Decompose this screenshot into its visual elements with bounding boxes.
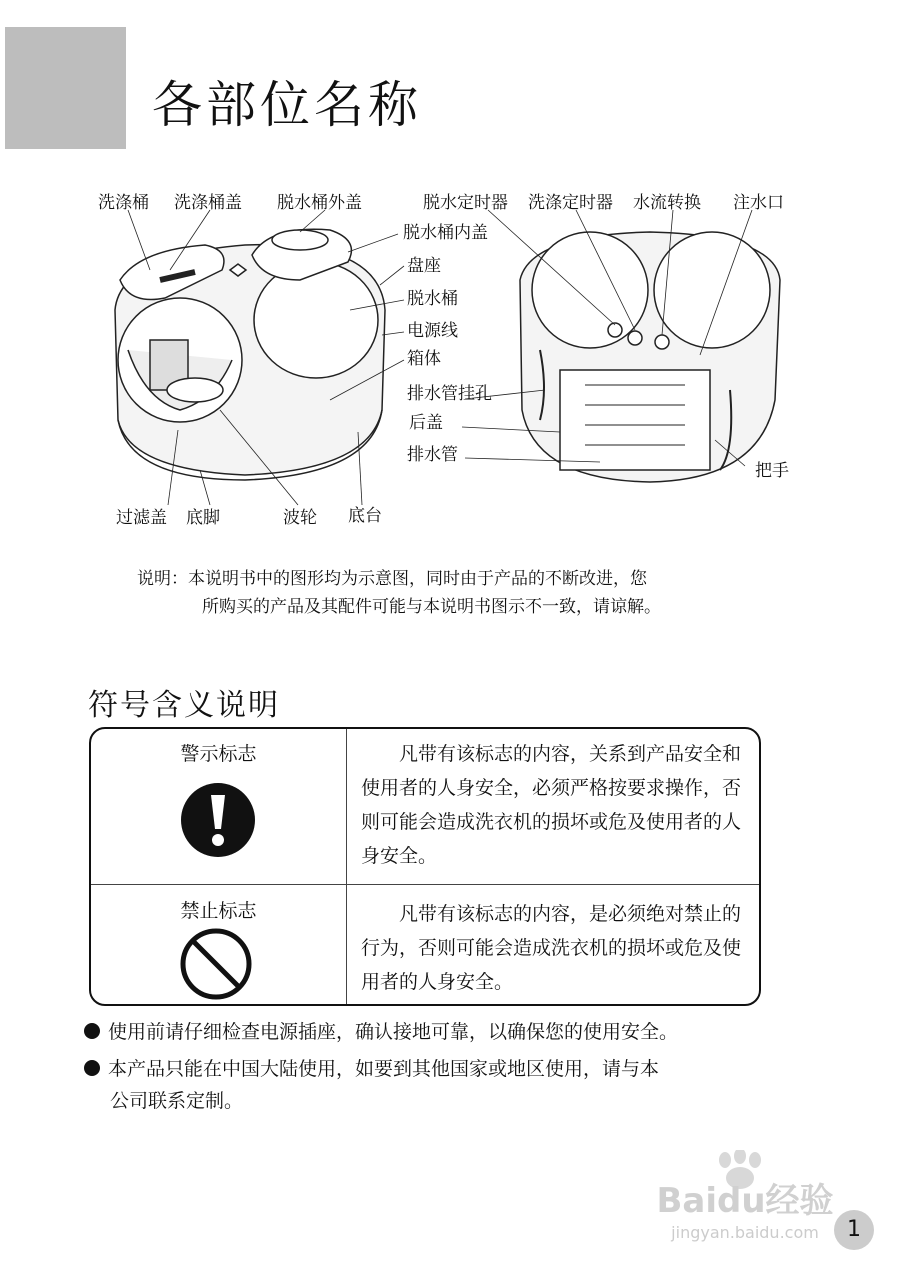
bullet-dot-icon (84, 1060, 100, 1076)
label-drain-hose: 排水管 (407, 445, 458, 465)
label-spin-timer: 脱水定时器 (423, 193, 508, 213)
row-divider (91, 884, 759, 885)
label-spin-inner-lid: 脱水桶内盖 (403, 223, 488, 243)
prohibition-icon (179, 927, 253, 1001)
bullet-item (84, 1016, 678, 1048)
label-spin-tub: 脱水桶 (407, 289, 458, 309)
prohibition-symbol-description: 凡带有该标志的内容，是必须绝对禁止的行为，否则可能会造成洗衣机的损坏或危及使用者的人身安全。 (361, 903, 742, 993)
column-divider (346, 729, 347, 1004)
note-text-2: 所购买的产品及其配件可能与本说明书图示不一致，请谅解。 (202, 597, 661, 617)
label-drain-hook: 排水管挂孔 (407, 384, 492, 404)
label-cabinet: 箱体 (407, 349, 441, 369)
label-wash-timer: 洗涤定时器 (528, 193, 613, 213)
page-title: 各部位名称 (152, 76, 422, 134)
warning-symbol-name: 警示标志 (180, 743, 257, 765)
bullet-item (84, 1053, 659, 1117)
label-water-inlet: 注水口 (733, 193, 784, 213)
washer-diagram (0, 170, 902, 540)
note-label: 说明： (137, 569, 188, 589)
page-number: 1 (834, 1210, 874, 1250)
symbols-table (89, 727, 761, 1006)
bullet-text: 本产品只能在中国大陆使用，如要到其他国家或地区使用，请与本 (108, 1058, 660, 1080)
bullet-text: 使用前请仔细检查电源插座，确认接地可靠，以确保您的使用安全。 (108, 1021, 679, 1043)
label-back-cover: 后盖 (409, 413, 443, 433)
label-wash-tub: 洗涤桶 (98, 193, 149, 213)
bullet-dot-icon (84, 1023, 100, 1039)
watermark-brand: Baidu经验 (656, 1181, 834, 1221)
front-washer-illustration (115, 229, 385, 480)
note-text-1: 本说明书中的图形均为示意图，同时由于产品的不断改进，您 (188, 569, 647, 589)
prohibition-symbol-name: 禁止标志 (180, 900, 257, 922)
label-filter-cover: 过滤盖 (116, 508, 167, 528)
label-water-switch: 水流转换 (633, 193, 701, 213)
warning-symbol-description: 凡带有该标志的内容，关系到产品安全和使用者的人身安全，必须严格按要求操作，否则可能会造成洗衣机的损坏或危及使用者的人身安全。 (361, 743, 742, 867)
bullet-text-continued: 公司联系定制。 (110, 1090, 244, 1112)
label-base: 底台 (348, 506, 382, 526)
exclamation-icon (179, 781, 257, 859)
label-pulsator: 波轮 (283, 508, 317, 528)
label-feet: 底脚 (186, 508, 220, 528)
baidu-watermark (640, 1150, 850, 1250)
section-tab (5, 27, 126, 149)
rear-washer-illustration (520, 232, 780, 482)
symbols-heading: 符号含义说明 (88, 688, 280, 723)
label-handle: 把手 (755, 461, 789, 481)
watermark-url: jingyan.baidu.com (671, 1223, 819, 1242)
label-spin-outer-lid: 脱水桶外盖 (277, 193, 362, 213)
label-wash-lid: 洗涤桶盖 (174, 193, 242, 213)
label-power-cord: 电源线 (407, 321, 458, 341)
note-line-1 (137, 569, 647, 589)
label-tray: 盘座 (407, 256, 441, 276)
